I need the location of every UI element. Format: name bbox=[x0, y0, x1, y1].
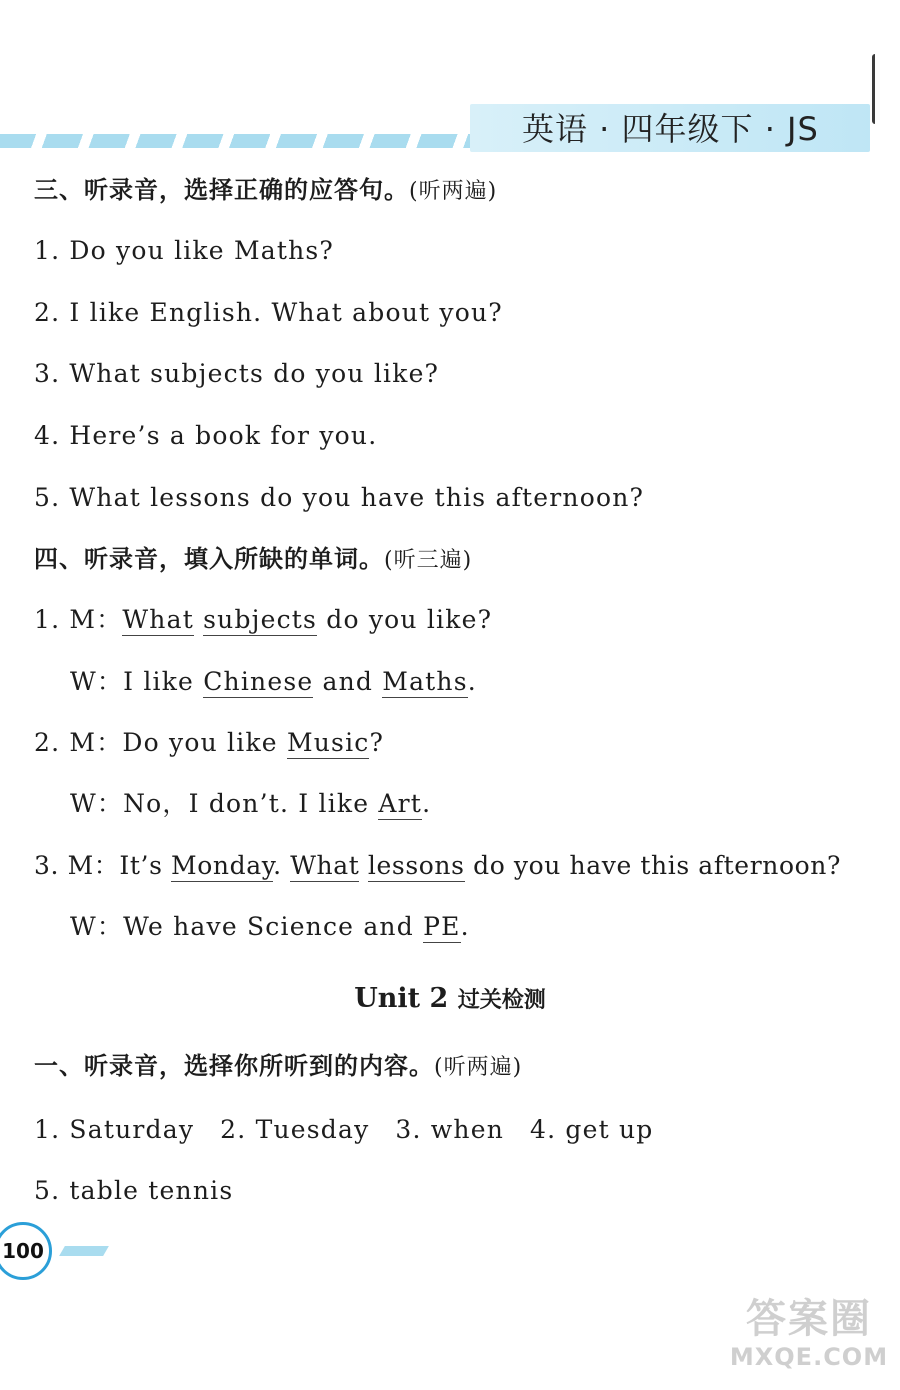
s3-item-5: 5. What lessons do you have this afternoon? bbox=[34, 483, 645, 512]
answer-blank: lessons bbox=[367, 851, 465, 880]
s1-item-5: 5. table tennis bbox=[34, 1176, 234, 1205]
s1-item-3: 3. when bbox=[395, 1115, 505, 1144]
header-stripes bbox=[0, 134, 470, 148]
watermark-logo: 答案圈 bbox=[746, 1296, 872, 1342]
dialogue-2-m bbox=[34, 726, 384, 760]
answer-blank: Maths bbox=[382, 667, 468, 696]
line-text: . bbox=[467, 667, 477, 696]
speaker-label: 1. M： bbox=[34, 605, 123, 634]
answer-blank: PE bbox=[423, 912, 461, 941]
answer-blank: What bbox=[290, 851, 360, 880]
section-4-note: (听三遍) bbox=[384, 548, 473, 573]
line-text: W：We have Science and bbox=[70, 912, 424, 941]
page-number: 100 bbox=[0, 1222, 52, 1280]
answer-blank: What bbox=[122, 605, 194, 634]
answer-blank: Chinese bbox=[203, 667, 314, 696]
unit-heading bbox=[0, 982, 900, 1018]
line-text: W：I like bbox=[70, 667, 204, 696]
line-text: 3. M：It’s bbox=[34, 851, 172, 880]
s1-item-2: 2. Tuesday bbox=[220, 1115, 370, 1144]
line-text: do you like? bbox=[317, 605, 493, 634]
section-3-note: (听两遍) bbox=[409, 179, 498, 204]
watermark-url: MXQE.COM bbox=[729, 1343, 889, 1371]
dialogue-1-w bbox=[70, 665, 477, 699]
page-edge bbox=[872, 54, 883, 124]
s1-item-4: 4. get up bbox=[530, 1115, 654, 1144]
section-1-note: (听两遍) bbox=[434, 1055, 523, 1080]
unit-title: Unit 2 bbox=[354, 983, 449, 1014]
answer-blank: Music bbox=[286, 728, 370, 757]
line-text: . bbox=[273, 851, 291, 880]
line-text: and bbox=[313, 667, 383, 696]
watermark bbox=[724, 1296, 894, 1382]
s1-items-row bbox=[34, 1113, 654, 1147]
dialogue-2-w bbox=[70, 787, 431, 821]
s3-item-4: 4. Here’s a book for you. bbox=[34, 421, 378, 450]
unit-subtitle: 过关检测 bbox=[457, 988, 546, 1013]
s3-item-1: 1. Do you like Maths? bbox=[34, 236, 335, 265]
dialogue-1-m bbox=[34, 603, 492, 637]
section-4-heading bbox=[34, 542, 472, 578]
line-text: do you have this afternoon? bbox=[464, 851, 841, 880]
answer-blank: subjects bbox=[203, 605, 318, 634]
dialogue-3-m bbox=[34, 849, 841, 883]
line-text: . bbox=[460, 912, 470, 941]
footer-stripe bbox=[59, 1246, 109, 1256]
section-1-heading bbox=[34, 1049, 522, 1085]
section-1-title: 一、听录音，选择你所听到的内容。 bbox=[34, 1052, 434, 1080]
book-title: 英语 · 四年级下 · JS bbox=[522, 110, 819, 148]
s1-item-1: 1. Saturday bbox=[34, 1115, 195, 1144]
answer-blank: Monday bbox=[171, 851, 274, 880]
line-text: 2. M：Do you like bbox=[34, 728, 287, 757]
line-text bbox=[359, 851, 368, 880]
line-text: W：No，I don’t. I like bbox=[70, 789, 379, 818]
section-4-title: 四、听录音，填入所缺的单词。 bbox=[34, 545, 384, 573]
s3-item-2: 2. I like English. What about you? bbox=[34, 298, 503, 327]
dialogue-3-w bbox=[70, 910, 470, 944]
answer-blank: Art bbox=[378, 789, 423, 818]
section-3-title: 三、听录音，选择正确的应答句。 bbox=[34, 176, 409, 204]
section-3-heading bbox=[34, 173, 497, 209]
line-text: ? bbox=[369, 728, 385, 757]
s3-item-3: 3. What subjects do you like? bbox=[34, 359, 440, 388]
line-text: . bbox=[422, 789, 432, 818]
